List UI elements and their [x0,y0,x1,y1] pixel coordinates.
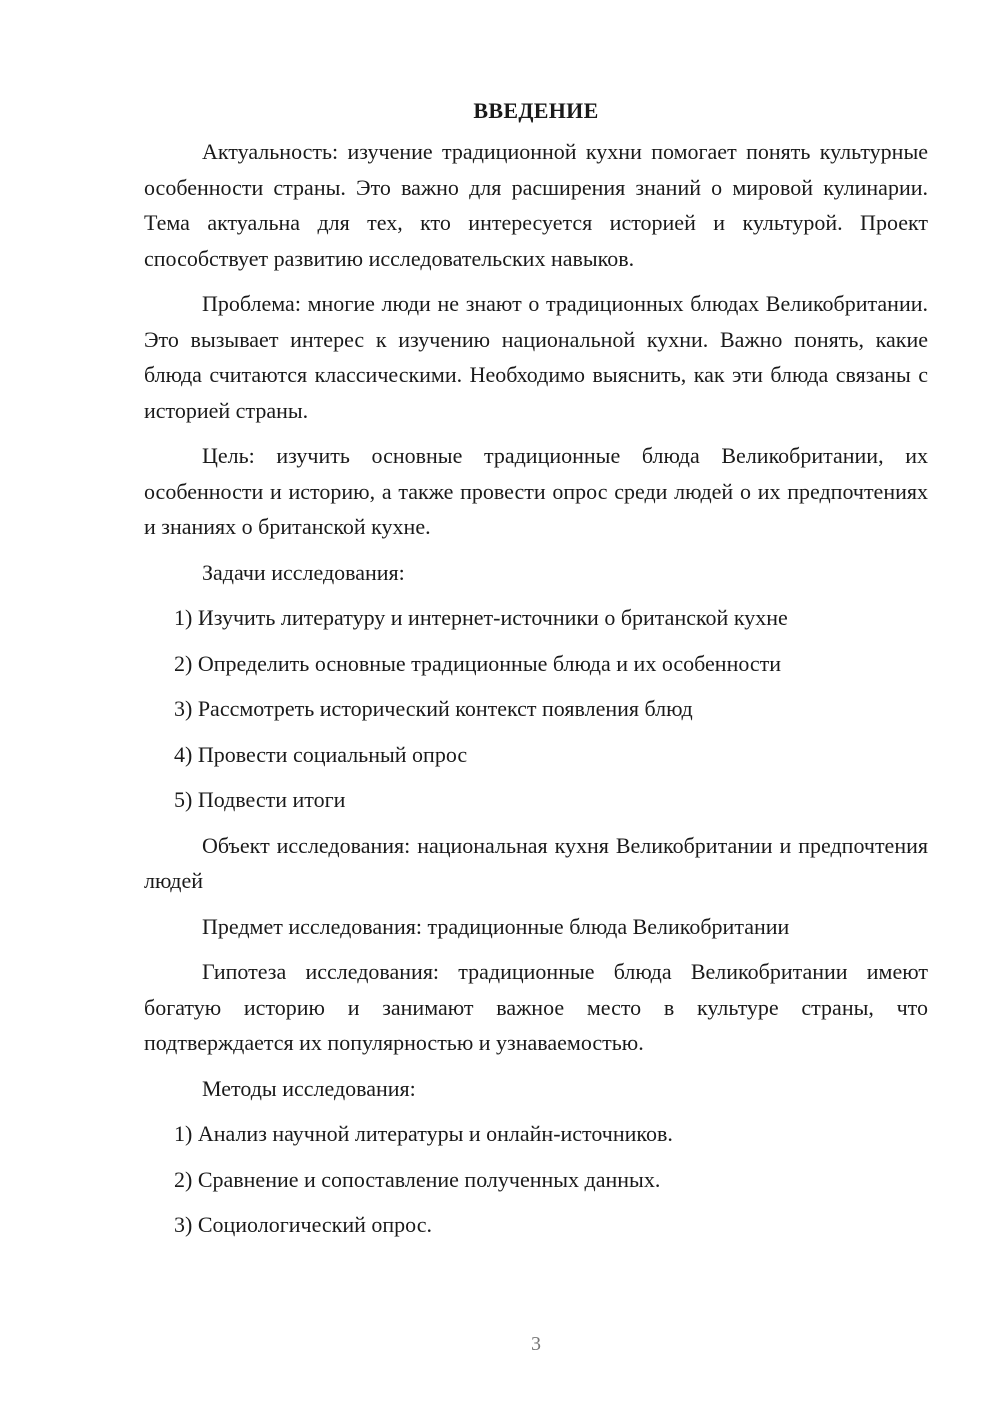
list-item: 1) Анализ научной литературы и онлайн-источников. [174,1121,673,1146]
list-item: 1) Изучить литературу и интернет-источники о британской кухне [174,605,788,630]
object-paragraph: Объект исследования: национальная кухня Великобритании и предпочтения людей [144,832,928,893]
tasks-heading: Задачи исследования: [202,559,405,585]
page-title: ВВЕДЕНИЕ [473,98,599,123]
page-number: 3 [531,1333,541,1355]
methods-heading: Методы исследования: [202,1075,416,1101]
list-item: 5) Подвести итоги [174,787,346,812]
relevance-paragraph: Актуальность: изучение традиционной кухни помогает понять культурные особенности страны. Это важно для расширения знаний о мировой кулинарии. Тема актуальна для тех, кто интересуется историей и культурой. Проект способствует развитию исследовательских навыков. [144,139,928,271]
document-page [144,94,928,1253]
goal-paragraph: Цель: изучить основные традиционные блюда Великобритании, их особенности и историю, а также провести опрос среди людей о их предпочтениях и знаниях о британской кухне. [144,443,928,539]
list-item: 2) Определить основные традиционные блюда и их особенности [174,650,782,676]
list-item: 3) Социологический опрос. [174,1212,432,1237]
list-item: 3) Рассмотреть исторический контекст появления блюд [174,696,693,721]
methods-list [144,1116,928,1243]
list-item: 2) Сравнение и сопоставление полученных данных. [174,1166,661,1192]
subject-paragraph: Предмет исследования: традиционные блюда Великобритании [202,913,790,939]
tasks-list [144,600,928,818]
list-item: 4) Провести социальный опрос [174,741,468,767]
problem-paragraph: Проблема: многие люди не знают о традиционных блюдах Великобритании. Это вызывает интерес к изучению национальной кухни. Важно понять, какие блюда считаются классическими. Необходимо выяснить, как эти блюда связаны с историей страны. [144,291,928,423]
hypothesis-paragraph: Гипотеза исследования: традиционные блюда Великобритании имеют богатую историю и занимают важное место в культуре страны, что подтверждается их популярностью и узнаваемостью. [144,959,928,1055]
